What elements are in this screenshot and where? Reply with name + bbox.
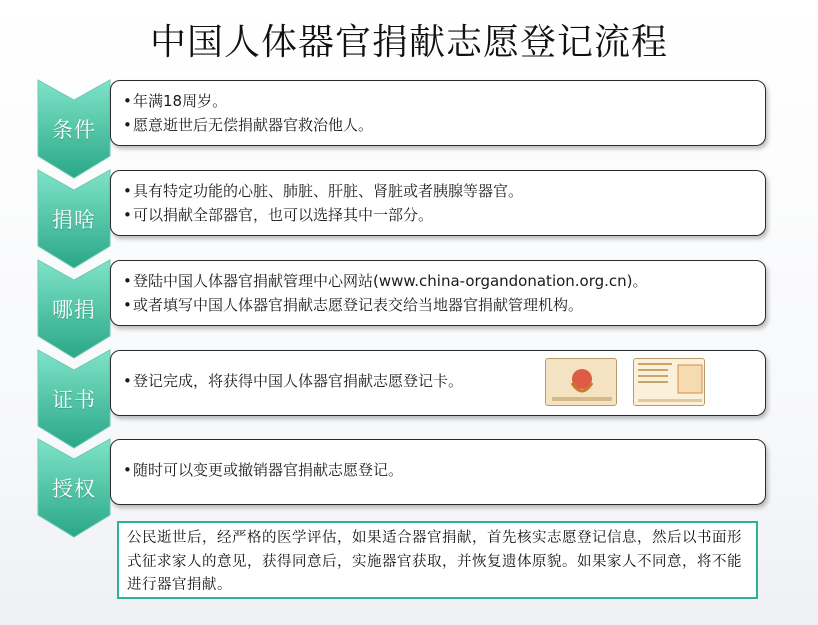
step-box [110,350,766,416]
bullet-item: •或者填写中国人体器官捐献志愿登记表交给当地器官捐献管理机构。 [123,296,584,314]
step-box [110,80,766,146]
step-certificate [38,350,768,425]
step-label: 证书 [52,388,96,412]
step-label: 哪捐 [52,298,96,322]
page-title: 中国人体器官捐献志愿登记流程 [149,22,668,63]
card-front-image [545,358,617,406]
step-what [38,170,768,245]
step-box [110,170,766,236]
step-box [110,439,766,505]
bullet-item: •登陆中国人体器官捐献管理中心网站(www.china-organdonation.org.cn)。 [123,272,648,290]
bullet-item: •登记完成，将获得中国人体器官捐献志愿登记卡。 [123,372,464,390]
step-label: 条件 [52,118,96,142]
bullet-item: •随时可以变更或撤销器官捐献志愿登记。 [123,461,404,479]
bullet-item: •具有特定功能的心脏、肺脏、肝脏、肾脏或者胰腺等器官。 [123,182,524,200]
step-label: 捐啥 [52,208,96,232]
step-box [110,260,766,326]
bullet-item: •愿意逝世后无偿捐献器官救治他人。 [123,116,374,134]
card-back-image [633,358,705,406]
step-authorization [38,439,768,514]
step-conditions [38,80,768,155]
process-note: 公民逝世后，经严格的医学评估，如果适合器官捐献，首先核实志愿登记信息，然后以书面形式征求家人的意见，获得同意后，实施器官获取，并恢复遗体原貌。如果家人不同意，将不能进行器官捐献。 [117,521,758,599]
bullet-item: •年满18周岁。 [123,92,228,110]
step-label: 授权 [52,477,96,501]
bullet-item: •可以捐献全部器官，也可以选择其中一部分。 [123,206,434,224]
step-where [38,260,768,335]
